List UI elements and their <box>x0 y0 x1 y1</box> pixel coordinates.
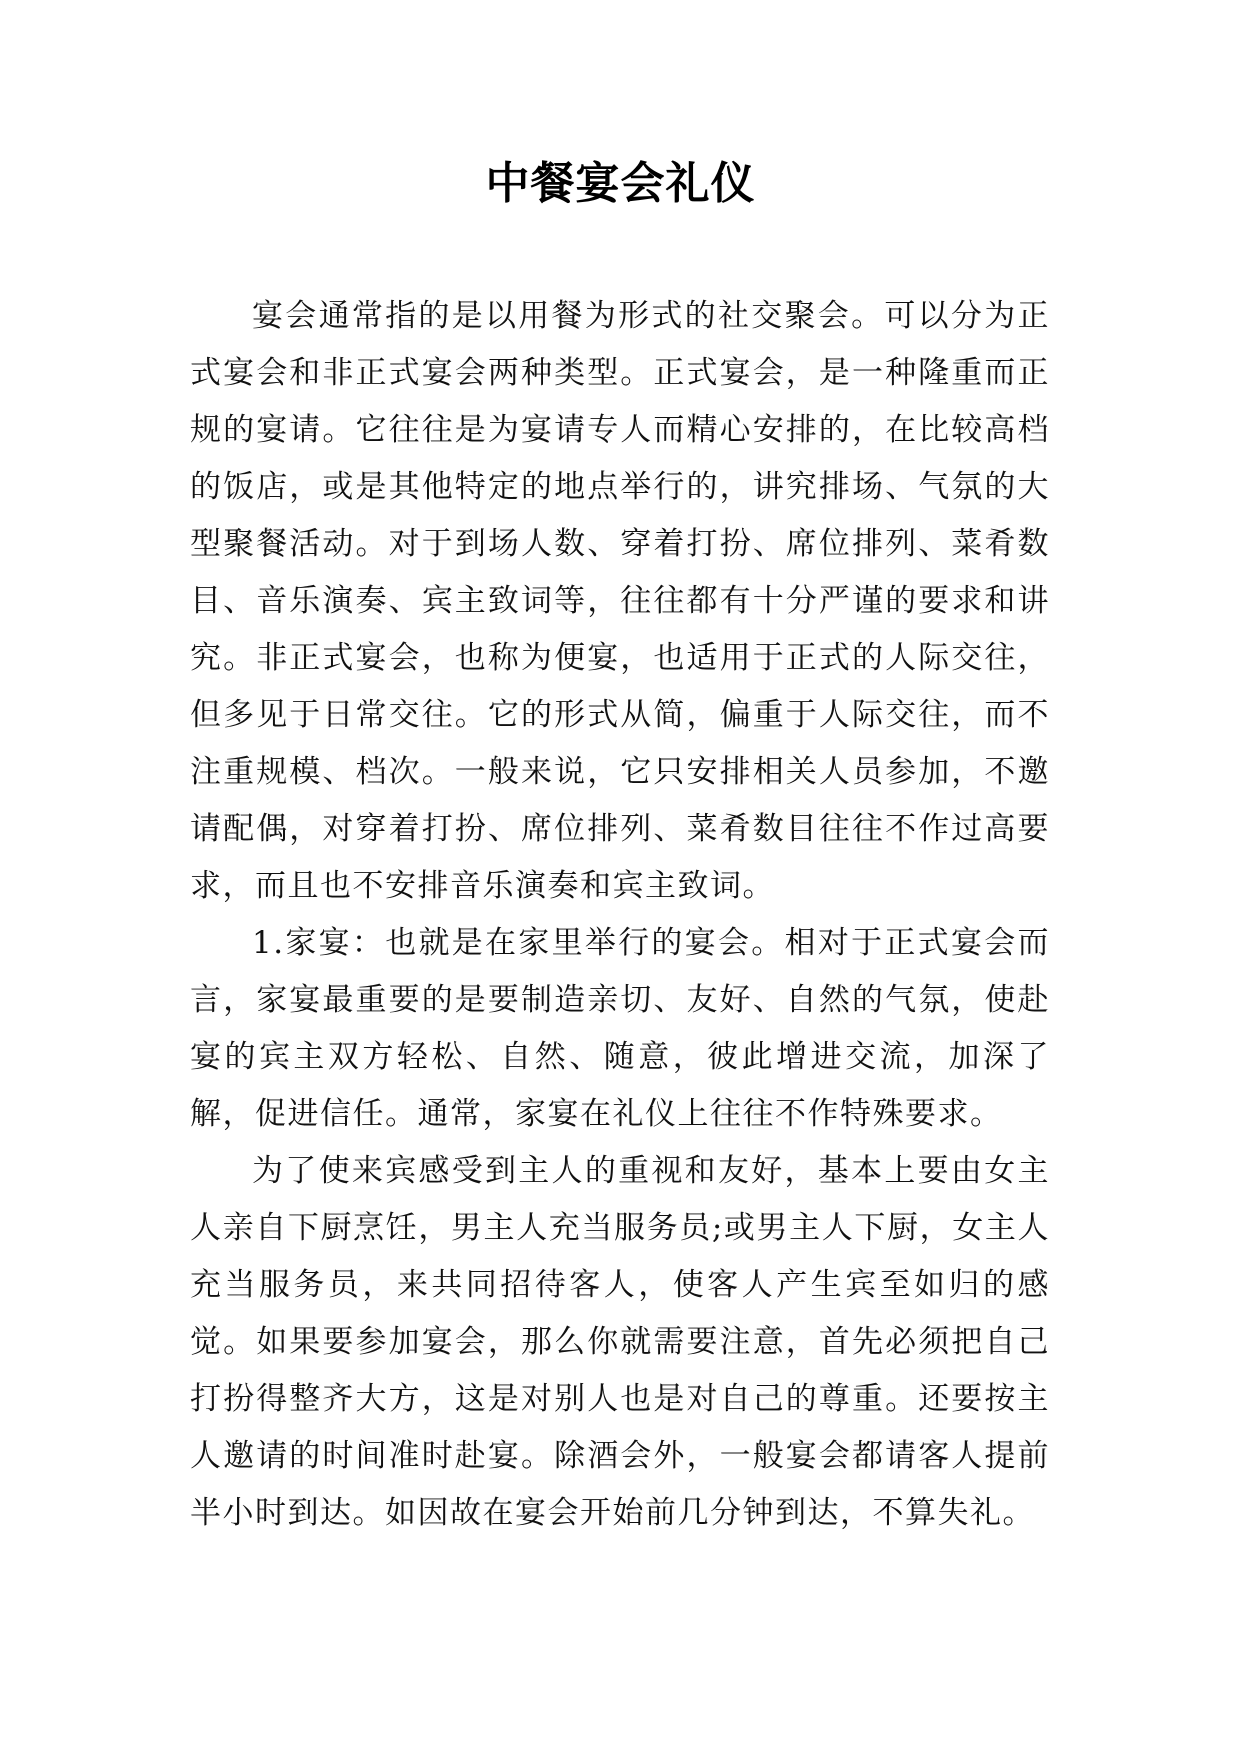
document-title: 中餐宴会礼仪 <box>485 158 756 209</box>
paragraph-family-banquet: 1.家宴：也就是在家里举行的宴会。相对于正式宴会而言，家宴最重要的是要制造亲切、友好、自然的气氛，使赴宴的宾主双方轻松、自然、随意，彼此增进交流，加深了解，促进信任。通常，家宴在礼仪上往往不作特殊要求。 <box>190 925 1050 1132</box>
paragraph-hosting-guests: 为了使来宾感受到主人的重视和友好，基本上要由女主人亲自下厨烹饪，男主人充当服务员;或男主人下厨，女主人充当服务员，来共同招待客人，使客人产生宾至如归的感觉。如果要参加宴会，那么你就需要注意，首先必须把自己打扮得整齐大方，这是对别人也是对自己的尊重。还要按主人邀请的时间准时赴宴。除酒会外，一般宴会都请客人提前半小时到达。如因故在宴会开始前几分钟到达，不算失礼。 <box>190 1153 1050 1531</box>
document-body <box>190 288 1050 1542</box>
paragraph-intro: 宴会通常指的是以用餐为形式的社交聚会。可以分为正式宴会和非正式宴会两种类型。正式宴会，是一种隆重而正规的宴请。它往往是为宴请专人而精心安排的，在比较高档的饭店，或是其他特定的地点举行的，讲究排场、气氛的大型聚餐活动。对于到场人数、穿着打扮、席位排列、菜肴数目、音乐演奏、宾主致词等，往往都有十分严谨的要求和讲究。非正式宴会，也称为便宴，也适用于正式的人际交往，但多见于日常交往。它的形式从简，偏重于人际交往，而不注重规模、档次。一般来说，它只安排相关人员参加，不邀请配偶，对穿着打扮、席位排列、菜肴数目往往不作过高要求，而且也不安排音乐演奏和宾主致词。 <box>190 298 1050 904</box>
